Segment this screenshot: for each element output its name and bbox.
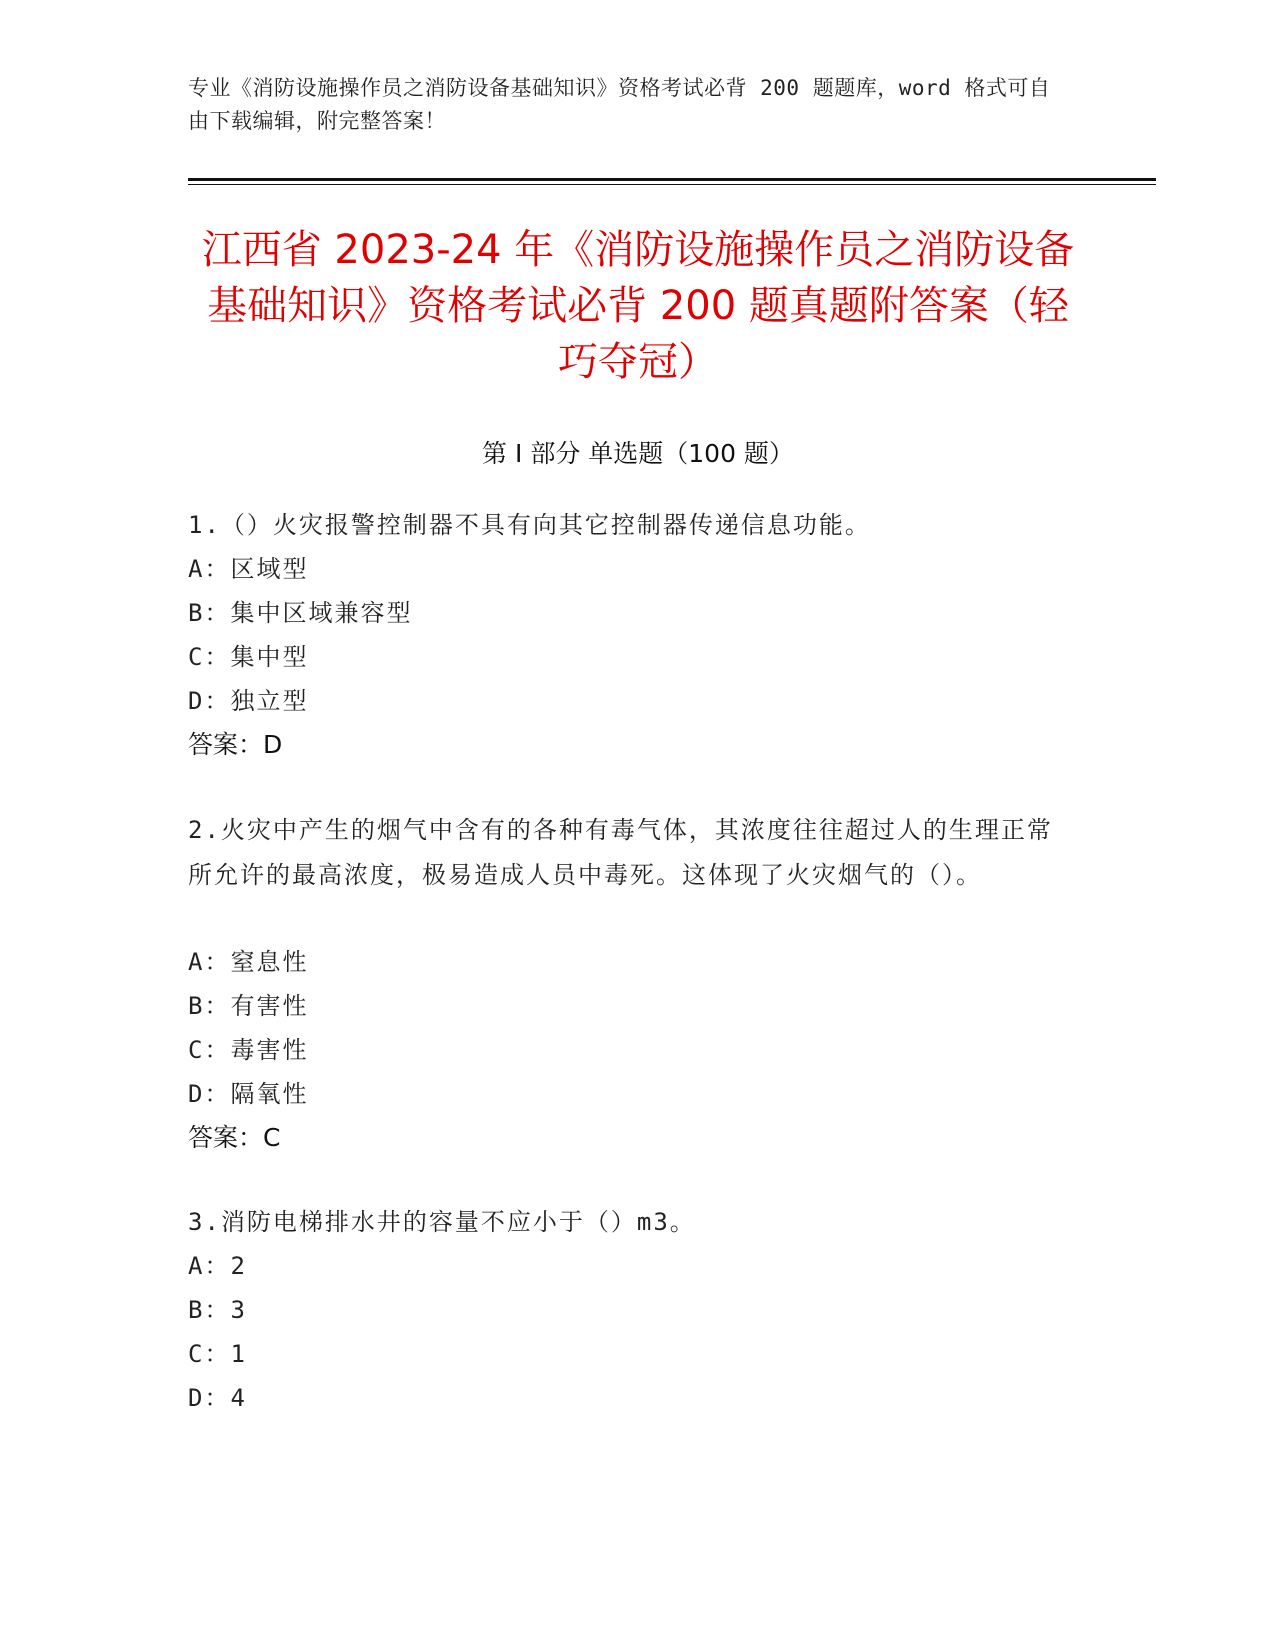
- question-2-text: 2.火灾中产生的烟气中含有的各种有毒气体，其浓度往往超过人的生理正常所允许的最高浓度，极易造成人员中毒死。这体现了火灾烟气的（）。: [188, 816, 1053, 889]
- section-heading: 第 I 部分 单选题（100 题）: [482, 439, 794, 468]
- question-1-option-a: A：区域型: [188, 555, 309, 583]
- question-2-option-a: A：窒息性: [188, 948, 309, 976]
- question-3-text: 3.消防电梯排水井的容量不应小于（）m3。: [188, 1208, 696, 1236]
- header-divider-thick: [188, 178, 1156, 181]
- question-3-option-b: B：3: [188, 1296, 247, 1324]
- question-1-text: 1.（）火灾报警控制器不具有向其它控制器传递信息功能。: [188, 511, 871, 539]
- question-1-option-d: D：独立型: [188, 687, 309, 715]
- question-2-option-d: D：隔氧性: [188, 1080, 309, 1108]
- question-3-option-a: A：2: [188, 1252, 247, 1280]
- question-2-answer: 答案：C: [188, 1123, 281, 1152]
- question-3-option-c: C：1: [188, 1340, 247, 1368]
- question-1-answer: 答案：D: [188, 730, 283, 759]
- document-title: 江西省 2023-24 年《消防设施操作员之消防设备基础知识》资格考试必背 200 题真题附答案（轻巧夺冠）: [201, 227, 1075, 385]
- question-1-option-c: C：集中型: [188, 643, 309, 671]
- question-1-option-b: B：集中区域兼容型: [188, 599, 413, 627]
- question-2-option-c: C：毒害性: [188, 1036, 309, 1064]
- question-2-option-b: B：有害性: [188, 992, 309, 1020]
- question-3-option-d: D：4: [188, 1384, 247, 1412]
- header-note: 专业《消防设施操作员之消防设备基础知识》资格考试必背 200 题题库，word 格式可自由下载编辑，附完整答案！: [188, 76, 1051, 133]
- header-divider-thin: [188, 184, 1156, 185]
